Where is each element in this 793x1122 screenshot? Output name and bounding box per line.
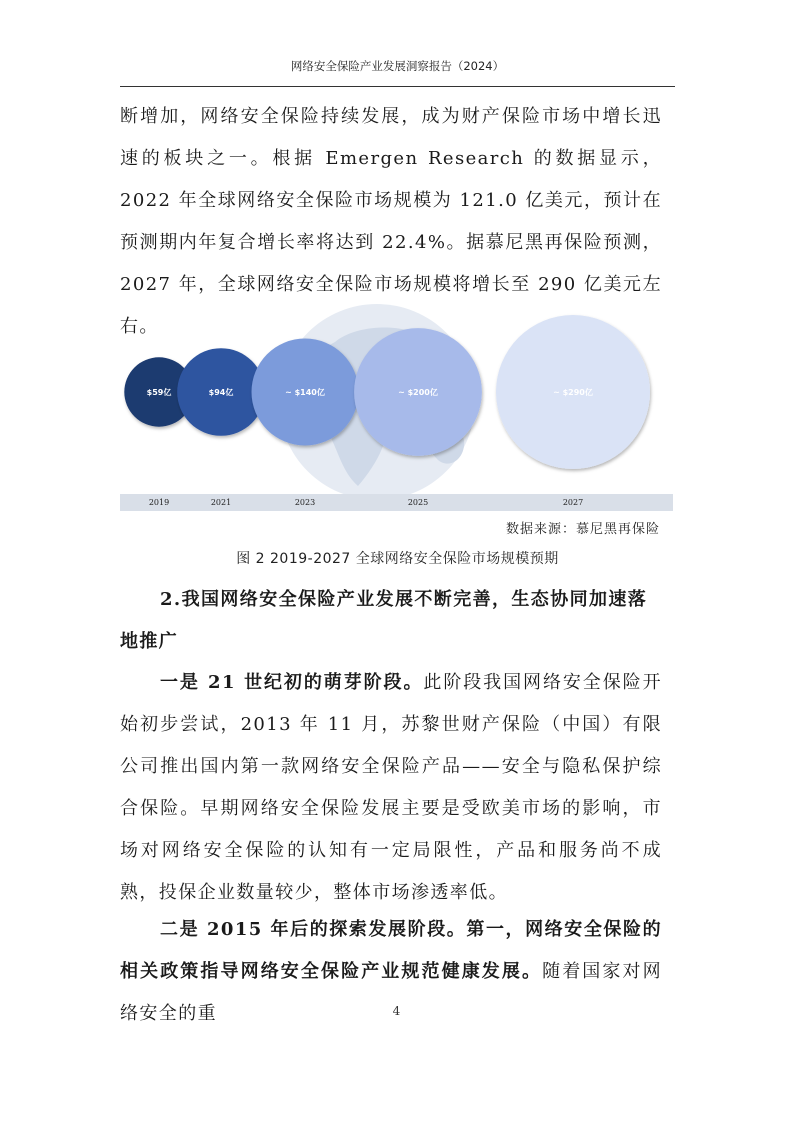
year-tick-2023: 2023 [294,498,316,507]
bubble-label-2023: ~ $140亿 [285,388,325,397]
running-header: 网络安全保险产业发展洞察报告（2024） [290,59,505,73]
year-tick-2027: 2027 [562,498,584,507]
year-tick-2025: 2025 [407,498,429,507]
market-size-bubble-chart [120,300,673,511]
paragraph-3-text: 此阶段我国网络安全保险开始初步尝试，2013 年 11 月，苏黎世财产保险（中国）有限公司推出国内第一款网络安全保险产品——安全与隐私保护综合保险。早期网络安全保险发展主要是受欧美市场的影响，市场对网络安全保险的认知有一定局限性，产品和服务尚不成熟，投保企业数量较少，整体市场渗透率低。 [120,672,662,903]
paragraph-3-lead: 一是 21 世纪初的萌芽阶段。 [160,672,424,693]
year-tick-2019: 2019 [148,498,170,507]
figure-caption: 图 2 2019-2027 全球网络安全保险市场规模预期 [236,551,559,567]
body-paragraph-3 [120,662,662,914]
bubble-label-2019: $59亿 [146,388,172,397]
year-tick-2021: 2021 [210,498,232,507]
paragraph-4-text: 随着国家对网络安全的重 [120,961,662,1024]
axis-band [120,494,673,511]
bubble-label-2021: $94亿 [208,388,234,397]
header-divider [120,86,675,87]
body-paragraph-1: 断增加，网络安全保险持续发展，成为财产保险市场中增长迅速的板块之一。根据 Emergen Research 的数据显示，2022 年全球网络安全保险市场规模为 121.0 亿美元，预计在预测期内年复合增长率将达到 22.4%。据慕尼黑再保险预测，2027 年，全球网络安全保险市场规模将增长至 290 亿美元左右。 [120,106,662,337]
bubble-label-2027: ~ $290亿 [553,388,593,397]
section-heading: 2.我国网络安全保险产业发展不断完善，生态协同加速落地推广 [120,589,648,652]
chart-source-note: 数据来源：慕尼黑再保险 [505,522,660,537]
bubble-label-2025: ~ $200亿 [398,388,438,397]
page-number: 4 [392,1004,401,1018]
paragraph-4-lead: 二是 2015 年后的探索发展阶段。第一，网络安全保险的相关政策指导网络安全保险产业规范健康发展。 [120,919,662,982]
